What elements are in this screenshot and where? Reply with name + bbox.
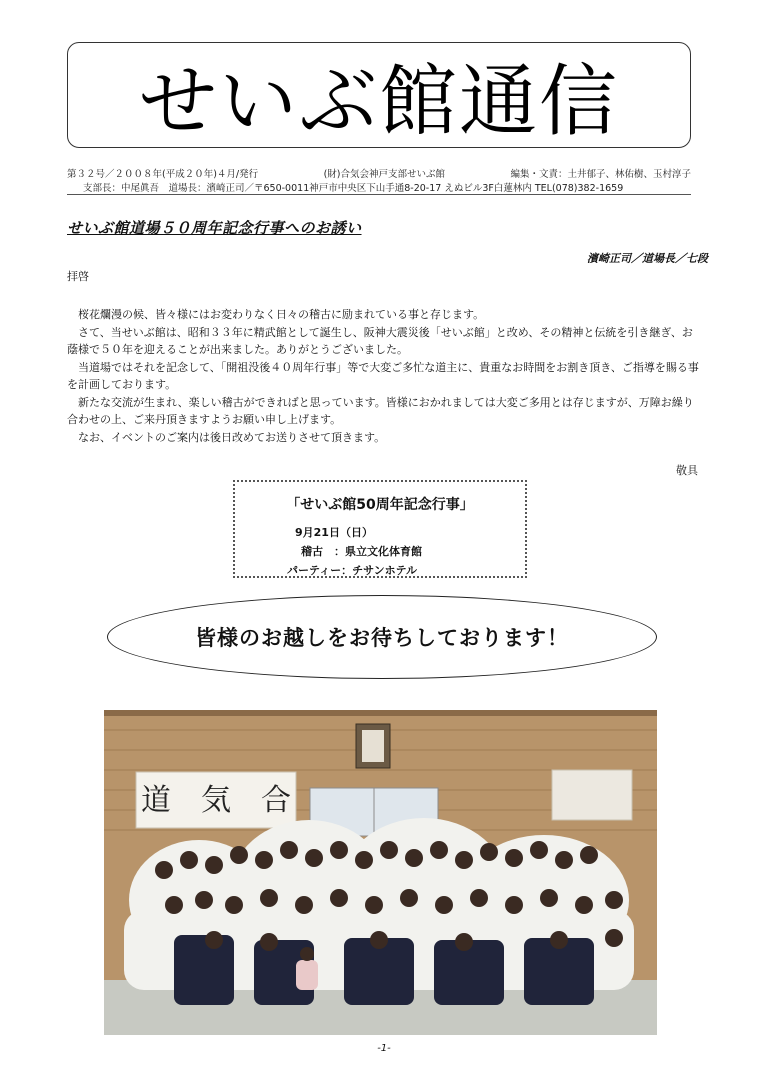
issue-number: 第３２号／２００８年(平成２０年)４月/発行 — [67, 169, 259, 180]
event-box — [233, 480, 527, 578]
masthead-box — [67, 42, 691, 148]
calligraphy-scroll: 道 気 合 — [141, 783, 291, 818]
issue-info-line-1 — [67, 166, 691, 180]
editors: 編集・文責：土井郁子、林佑樹、玉村淳子 — [510, 169, 691, 180]
paragraph: 桜花爛漫の候、皆々様にはお変わりなく日々の稽古に励まれている事と存じます。 — [67, 308, 485, 321]
article-body — [67, 306, 703, 446]
contact-info: 支部長：中尾眞吾 道場長：濱崎正司／〒650-0011神戸市中央区下山手通8-20-17 えぬビル3F白蓮林内 TEL(078)382-1659 — [83, 183, 624, 194]
publisher: (財)合気会神戸支部せいぶ館 — [323, 169, 446, 180]
article-author: 濱崎正司／道場長／七段 — [587, 252, 708, 265]
event-party: パーティー：チサンホテル — [287, 564, 418, 577]
salutation: 拝啓 — [67, 270, 89, 283]
event-practice: 稽古 ：県立文化体育館 — [301, 545, 422, 558]
paragraph: さて、当せいぶ館は、昭和３３年に精武館として誕生し、阪神大震災後「せいぶ館」と改め、その精神と伝統を引き継ぎ、お蔭様で５０年を迎えることが出来ました。ありがとうございました。 — [67, 325, 693, 356]
page-number: -1- — [377, 1043, 391, 1054]
paragraph: 新たな交流が生まれ、楽しい稽古ができればと思っています。皆様におかれましては大変ご多用とは存じますが、万障お繰り合わせの上、ご来丹頂きますようお願い申し上げます。 — [67, 395, 694, 426]
event-date: 9月21日（日） — [295, 526, 373, 539]
issue-info-line-2 — [67, 180, 691, 194]
paragraph: 当道場ではそれを記念して、「開祖没後４０周年行事」等で大変ご多忙な道主に、貴重なお時間をお割き頂き、ご指導を賜る事を計画しております。 — [67, 360, 699, 391]
invitation-banner — [107, 595, 657, 679]
header-divider — [67, 194, 691, 195]
group-photo — [104, 710, 657, 1035]
article-heading: せいぶ館道場５０周年記念行事へのお誘い — [67, 219, 362, 237]
event-title: 「せいぶ館50周年記念行事」 — [286, 497, 474, 513]
closing: 敬具 — [676, 464, 698, 477]
masthead-title: せいぶ館通信 — [138, 57, 619, 147]
banner-text: 皆様のお越しをお待ちしております！ — [195, 626, 569, 650]
paragraph: なお、イベントのご案内は後日改めてお送りさせて頂きます。 — [67, 430, 386, 444]
